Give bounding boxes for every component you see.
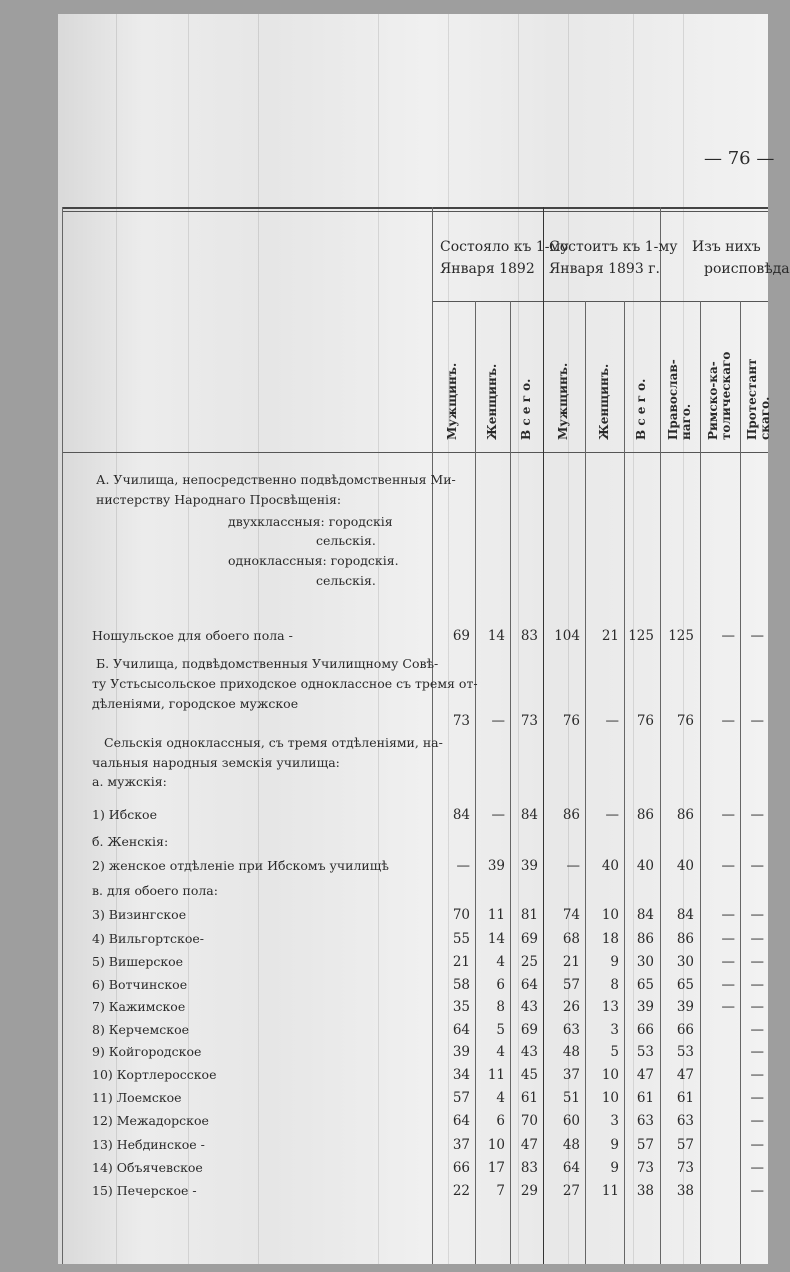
table-cell: — xyxy=(750,1113,764,1129)
table-cell: — xyxy=(750,858,764,874)
table-cell: 10 xyxy=(601,1067,619,1083)
table-cell: — xyxy=(750,931,764,947)
table-cell: 58 xyxy=(452,977,470,993)
table-cell: 38 xyxy=(636,1183,654,1199)
table-cell: 47 xyxy=(636,1067,654,1083)
table-cell: 9 xyxy=(610,1160,619,1176)
table-cell: 9 xyxy=(610,954,619,970)
table-cell: — xyxy=(721,931,735,947)
section-a-line5: одноклассныя: городскія. xyxy=(228,553,399,568)
row-label: 10) Кортлеросское xyxy=(92,1067,217,1082)
table-cell: 40 xyxy=(601,858,619,874)
header-group-religion: Изъ нихъ роисповѣда xyxy=(692,239,790,277)
table-cell: — xyxy=(750,1160,764,1176)
row-label: 7) Кажимское xyxy=(92,999,186,1014)
table-cell: 61 xyxy=(676,1090,694,1106)
table-cell: 70 xyxy=(520,1113,538,1129)
table-cell: 30 xyxy=(676,954,694,970)
table-cell: — xyxy=(750,713,764,729)
table-cell: 125 xyxy=(668,628,694,644)
table-cell: 45 xyxy=(520,1067,538,1083)
col-header-women-1892: Женщинъ. xyxy=(485,363,499,440)
row-label: 12) Межадорское xyxy=(92,1113,209,1128)
col-header-men-1893: Мужщинъ. xyxy=(556,362,570,440)
row-label: 6) Вотчинское xyxy=(92,977,188,992)
table-cell: 40 xyxy=(676,858,694,874)
table-cell: 47 xyxy=(676,1067,694,1083)
table-top-rule-thin xyxy=(62,211,768,212)
table-cell: — xyxy=(721,999,735,1015)
row-label: 11) Лоемское xyxy=(92,1090,182,1105)
row-label: 8) Керчемское xyxy=(92,1022,189,1037)
table-cell: 48 xyxy=(562,1137,580,1153)
table-cell: 53 xyxy=(636,1044,654,1060)
table-cell: — xyxy=(721,807,735,823)
row-label: 1) Ибское xyxy=(92,807,157,822)
table-cell: — xyxy=(721,977,735,993)
table-cell: 29 xyxy=(520,1183,538,1199)
row-label: 4) Вильгортское- xyxy=(92,931,205,946)
table-cell: 66 xyxy=(452,1160,470,1176)
table-cell: — xyxy=(491,807,505,823)
table-cell: 39 xyxy=(676,999,694,1015)
section-b-label-mixed: в. для обоего пола: xyxy=(92,883,218,898)
table-cell: 21 xyxy=(562,954,580,970)
table-cell: 66 xyxy=(636,1022,654,1038)
col-header-men-1892: Мужщинъ. xyxy=(445,362,459,440)
table-cell: 57 xyxy=(562,977,580,993)
table-cell: 69 xyxy=(520,1022,538,1038)
table-cell: 37 xyxy=(452,1137,470,1153)
table-cell: 48 xyxy=(562,1044,580,1060)
table-cell: 10 xyxy=(601,1090,619,1106)
table-cell: 65 xyxy=(636,977,654,993)
table-cell: 21 xyxy=(601,628,619,644)
table-cell: 57 xyxy=(636,1137,654,1153)
header-group-1892: Состояло къ 1-му Января 1892 xyxy=(440,239,569,277)
table-cell: — xyxy=(721,907,735,923)
section-b-line2: ту Устьсысольское приходское одноклассное съ тремя от- xyxy=(92,676,478,691)
table-cell: — xyxy=(750,1067,764,1083)
table-cell: 63 xyxy=(636,1113,654,1129)
table-cell: 43 xyxy=(520,999,538,1015)
table-cell: — xyxy=(721,858,735,874)
table-cell: 63 xyxy=(562,1022,580,1038)
table-cell: 61 xyxy=(636,1090,654,1106)
section-b-line4: Сельскія одноклассныя, съ тремя отдѣленіями, на- xyxy=(104,735,443,750)
table-cell: — xyxy=(750,1183,764,1199)
table-cell: 39 xyxy=(636,999,654,1015)
table-cell: — xyxy=(750,807,764,823)
table-cell: 18 xyxy=(601,931,619,947)
table-cell: 64 xyxy=(520,977,538,993)
table-cell: 37 xyxy=(562,1067,580,1083)
table-cell: 74 xyxy=(562,907,580,923)
table-cell: — xyxy=(721,628,735,644)
section-b-label-women: б. Женскія: xyxy=(92,834,169,849)
table-cell: 86 xyxy=(636,931,654,947)
table-cell: 70 xyxy=(452,907,470,923)
table-cell: 84 xyxy=(452,807,470,823)
table-cell: 17 xyxy=(487,1160,505,1176)
section-b-line5: чальныя народныя земскія училища: xyxy=(92,755,340,770)
table-cell: — xyxy=(605,713,619,729)
table-cell: 84 xyxy=(636,907,654,923)
table-cell: 76 xyxy=(636,713,654,729)
section-a-line2: нистерству Народнаго Просвѣщенія: xyxy=(96,492,342,507)
table-cell: 83 xyxy=(520,1160,538,1176)
row-label: 13) Небдинское - xyxy=(92,1137,205,1152)
row-label: 14) Объячевское xyxy=(92,1160,203,1175)
col-header-women-1893: Женщинъ. xyxy=(597,363,611,440)
table-cell: 5 xyxy=(496,1022,505,1038)
table-cell: 86 xyxy=(676,807,694,823)
table-cell: 14 xyxy=(487,931,505,947)
table-cell: 69 xyxy=(452,628,470,644)
table-cell: — xyxy=(721,713,735,729)
col-header-orthodox: Православ- наго. xyxy=(666,359,693,440)
table-top-rule xyxy=(62,207,768,209)
table-cell: — xyxy=(750,977,764,993)
table-cell: 86 xyxy=(562,807,580,823)
table-cell: 26 xyxy=(562,999,580,1015)
table-cell: 63 xyxy=(676,1113,694,1129)
table-cell: 86 xyxy=(636,807,654,823)
col-header-protestant: Протестант скаго. xyxy=(745,358,772,440)
table-cell: — xyxy=(750,999,764,1015)
table-cell: 125 xyxy=(628,628,654,644)
table-cell: 4 xyxy=(496,954,505,970)
table-cell: 34 xyxy=(452,1067,470,1083)
table-cell: — xyxy=(491,713,505,729)
table-cell: — xyxy=(566,858,580,874)
table-cell: 6 xyxy=(496,1113,505,1129)
row-label: 2) женское отдѣленіе при Ибскомъ училищѣ xyxy=(92,858,389,873)
table-cell: 40 xyxy=(636,858,654,874)
table-cell: 51 xyxy=(562,1090,580,1106)
table-cell: 81 xyxy=(520,907,538,923)
section-b-line1: Б. Училища, подвѣдомственныя Училищному Совѣ- xyxy=(96,656,439,671)
table-cell: 64 xyxy=(562,1160,580,1176)
table-cell: 73 xyxy=(452,713,470,729)
table-cell: 64 xyxy=(452,1113,470,1129)
row-label: 9) Койгородское xyxy=(92,1044,202,1059)
table-cell: 13 xyxy=(601,999,619,1015)
table-cell: 76 xyxy=(562,713,580,729)
header-group-1893: Состоитъ къ 1-му Января 1893 г. xyxy=(549,239,678,277)
header-bottom-rule xyxy=(62,452,768,453)
section-a-line1: А. Училища, непосредственно подвѣдомственныя Ми- xyxy=(96,472,456,487)
section-b-line3: дѣленіями, городское мужское xyxy=(92,696,299,711)
table-cell: 53 xyxy=(676,1044,694,1060)
table-cell: 86 xyxy=(676,931,694,947)
table-cell: 3 xyxy=(610,1022,619,1038)
table-cell: 4 xyxy=(496,1090,505,1106)
table-cell: 39 xyxy=(520,858,538,874)
table-cell: 84 xyxy=(676,907,694,923)
section-b-label-men: а. мужскія: xyxy=(92,774,167,789)
table-cell: — xyxy=(750,628,764,644)
table-cell: 76 xyxy=(676,713,694,729)
table-cell: 14 xyxy=(487,628,505,644)
row-label: 5) Вишерское xyxy=(92,954,184,969)
table-cell: 57 xyxy=(676,1137,694,1153)
table-cell: 8 xyxy=(496,999,505,1015)
row-label: Ношульское для обоего пола - xyxy=(92,628,293,643)
table-cell: 11 xyxy=(487,907,505,923)
table-cell: 69 xyxy=(520,931,538,947)
table-cell: 9 xyxy=(610,1137,619,1153)
table-cell: 55 xyxy=(452,931,470,947)
table-cell: — xyxy=(605,807,619,823)
table-cell: 10 xyxy=(601,907,619,923)
table-cell: 47 xyxy=(520,1137,538,1153)
table-cell: 57 xyxy=(452,1090,470,1106)
table-cell: 43 xyxy=(520,1044,538,1060)
table-cell: 27 xyxy=(562,1183,580,1199)
table-cell: 5 xyxy=(610,1044,619,1060)
section-a-line3: двухклассныя: городскія xyxy=(228,514,393,529)
table-cell: 11 xyxy=(487,1067,505,1083)
table-cell: 60 xyxy=(562,1113,580,1129)
table-cell: 73 xyxy=(676,1160,694,1176)
table-cell: 30 xyxy=(636,954,654,970)
table-cell: 7 xyxy=(496,1183,505,1199)
table-cell: 84 xyxy=(520,807,538,823)
table-cell: 64 xyxy=(452,1022,470,1038)
table-cell: — xyxy=(750,907,764,923)
table-cell: — xyxy=(750,1137,764,1153)
page-number: — 76 — xyxy=(704,148,775,169)
table-cell: 8 xyxy=(610,977,619,993)
left-border xyxy=(62,207,63,1264)
table-cell: 4 xyxy=(496,1044,505,1060)
table-cell: — xyxy=(750,1044,764,1060)
row-label: 3) Визингское xyxy=(92,907,187,922)
table-cell: — xyxy=(750,1022,764,1038)
table-cell: 22 xyxy=(452,1183,470,1199)
row-label: 15) Печерское - xyxy=(92,1183,197,1198)
col-header-total-1893: В с е г о. xyxy=(634,378,648,440)
table-cell: 104 xyxy=(554,628,580,644)
table-cell: 39 xyxy=(452,1044,470,1060)
header-subdivider xyxy=(432,301,768,302)
col-header-total-1892: В с е г о. xyxy=(519,378,533,440)
table-cell: 66 xyxy=(676,1022,694,1038)
table-cell: 68 xyxy=(562,931,580,947)
table-cell: 83 xyxy=(520,628,538,644)
table-cell: — xyxy=(750,954,764,970)
section-a-line4: сельскія. xyxy=(316,533,376,548)
table-cell: 11 xyxy=(601,1183,619,1199)
table-cell: 21 xyxy=(452,954,470,970)
table-cell: 38 xyxy=(676,1183,694,1199)
col-header-catholic: Римско-ка- толическаго xyxy=(706,351,733,440)
table-cell: 65 xyxy=(676,977,694,993)
table-cell: 6 xyxy=(496,977,505,993)
table-cell: — xyxy=(750,1090,764,1106)
table-cell: 10 xyxy=(487,1137,505,1153)
table-cell: 25 xyxy=(520,954,538,970)
table-cell: 61 xyxy=(520,1090,538,1106)
table-cell: 35 xyxy=(452,999,470,1015)
table-cell: 39 xyxy=(487,858,505,874)
table-cell: — xyxy=(721,954,735,970)
section-a-line6: сельскія. xyxy=(316,573,376,588)
table-cell: — xyxy=(456,858,470,874)
table-cell: 73 xyxy=(520,713,538,729)
table-cell: 73 xyxy=(636,1160,654,1176)
table-cell: 3 xyxy=(610,1113,619,1129)
